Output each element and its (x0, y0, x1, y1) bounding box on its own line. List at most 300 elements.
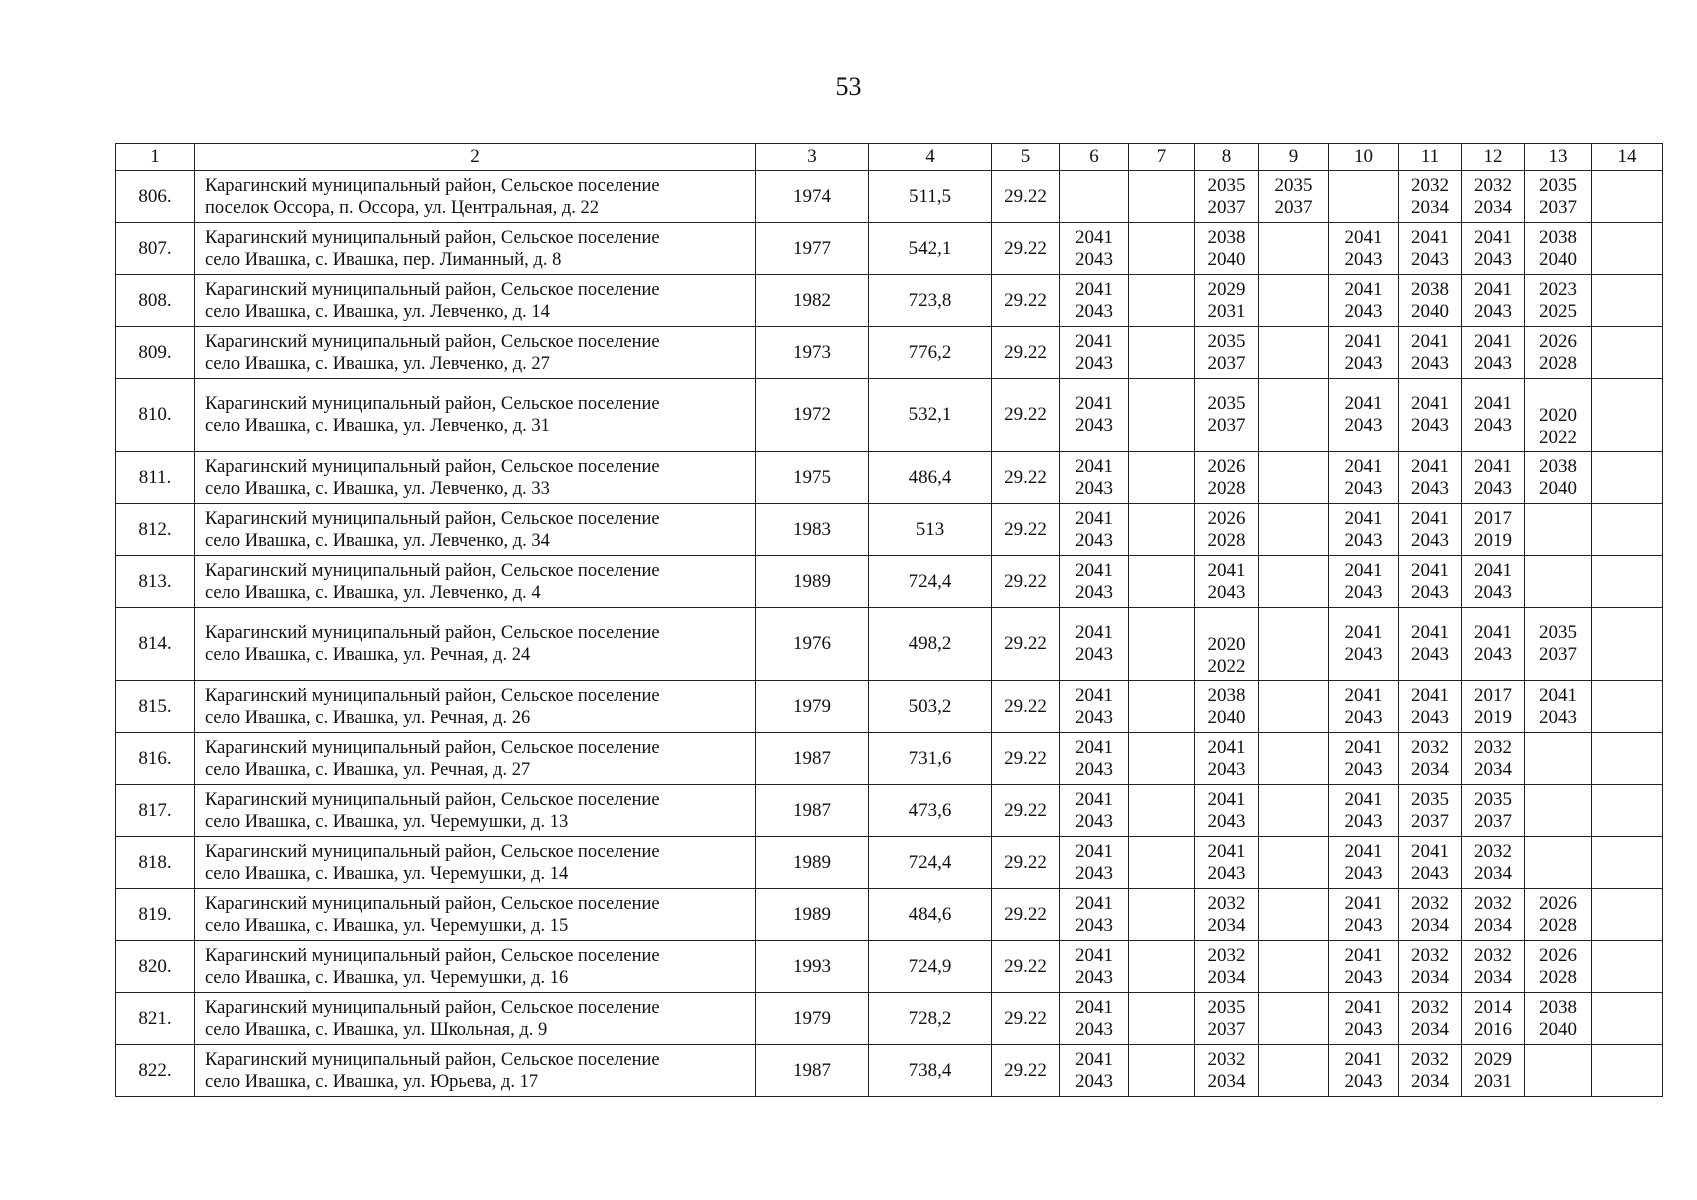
code-cell: 29.22 (992, 504, 1060, 556)
code-cell: 29.22 (992, 327, 1060, 379)
area-cell: 532,1 (869, 379, 992, 452)
period-cell-col-7 (1129, 889, 1195, 941)
address-line: село Ивашка, с. Ивашка, ул. Школьная, д. 9 (205, 1019, 548, 1040)
address-line: Карагинский муниципальный район, Сельское поселение (205, 279, 660, 300)
period-cell-col-13: 2026 2028 (1525, 889, 1592, 941)
table-row (116, 275, 1663, 327)
address-cell (195, 608, 756, 681)
period-cell-col-7 (1129, 379, 1195, 452)
period-cell-col-10: 2041 2043 (1329, 556, 1399, 608)
area-cell: 511,5 (869, 171, 992, 223)
period-cell-col-13: 2041 2043 (1525, 681, 1592, 733)
period-cell-col-12: 2035 2037 (1462, 785, 1525, 837)
column-header: 8 (1195, 144, 1259, 171)
code-cell: 29.22 (992, 275, 1060, 327)
table-row (116, 379, 1663, 452)
period-cell-col-10: 2041 2043 (1329, 379, 1399, 452)
year-built-cell: 1987 (756, 785, 869, 837)
address-line: Карагинский муниципальный район, Сельское поселение (205, 394, 660, 414)
period-cell-col-9 (1259, 941, 1329, 993)
period-cell-col-12: 2032 2034 (1462, 889, 1525, 941)
period-cell-col-9 (1259, 608, 1329, 681)
address-line: Карагинский муниципальный район, Сельское поселение (205, 685, 660, 706)
column-header: 9 (1259, 144, 1329, 171)
code-cell: 29.22 (992, 941, 1060, 993)
table-row (116, 941, 1663, 993)
table-row (116, 993, 1663, 1045)
area-cell: 498,2 (869, 608, 992, 681)
period-cell-col-11: 2041 2043 (1399, 223, 1462, 275)
row-number-cell: 821. (116, 993, 195, 1045)
period-cell-col-7 (1129, 1045, 1195, 1097)
area-cell: 776,2 (869, 327, 992, 379)
period-cell-col-10: 2041 2043 (1329, 1045, 1399, 1097)
address-cell (195, 223, 756, 275)
period-cell-col-11: 2041 2043 (1399, 608, 1462, 681)
period-cell-col-8: 2041 2043 (1195, 785, 1259, 837)
period-cell-col-8: 2029 2031 (1195, 275, 1259, 327)
column-header: 5 (992, 144, 1060, 171)
period-cell-col-14 (1592, 1045, 1663, 1097)
period-cell-col-10: 2041 2043 (1329, 504, 1399, 556)
period-cell-col-7 (1129, 275, 1195, 327)
period-cell-col-12: 2041 2043 (1462, 556, 1525, 608)
period-cell-col-6: 2041 2043 (1060, 379, 1129, 452)
period-cell-col-7 (1129, 452, 1195, 504)
area-cell: 731,6 (869, 733, 992, 785)
period-cell-col-9 (1259, 733, 1329, 785)
period-cell-col-9 (1259, 889, 1329, 941)
period-cell-col-8: 2026 2028 (1195, 452, 1259, 504)
period-cell-col-8: 2035 2037 (1195, 327, 1259, 379)
table-row (116, 733, 1663, 785)
period-cell-col-13 (1525, 556, 1592, 608)
period-cell-col-12: 2041 2043 (1462, 452, 1525, 504)
address-line: Карагинский муниципальный район, Сельское поселение (205, 789, 660, 810)
period-cell-col-12: 2032 2034 (1462, 941, 1525, 993)
period-cell-col-10: 2041 2043 (1329, 889, 1399, 941)
address-cell (195, 1045, 756, 1097)
period-cell-col-11: 2041 2043 (1399, 327, 1462, 379)
period-cell-col-6: 2041 2043 (1060, 327, 1129, 379)
address-cell (195, 941, 756, 993)
period-cell-col-8: 2032 2034 (1195, 941, 1259, 993)
address-line: Карагинский муниципальный район, Сельское поселение (205, 623, 660, 643)
period-cell-col-7 (1129, 993, 1195, 1045)
period-cell-col-10: 2041 2043 (1329, 608, 1399, 681)
year-built-cell: 1976 (756, 608, 869, 681)
year-built-cell: 1987 (756, 1045, 869, 1097)
period-cell-col-13: 2038 2040 (1525, 223, 1592, 275)
column-header: 2 (195, 144, 756, 171)
period-cell-col-12: 2017 2019 (1462, 681, 1525, 733)
period-cell-col-12: 2041 2043 (1462, 223, 1525, 275)
table-header-row (116, 144, 1663, 171)
address-line: село Ивашка, с. Ивашка, ул. Черемушки, д. 13 (205, 811, 569, 832)
period-cell-col-9 (1259, 993, 1329, 1045)
period-cell-col-11: 2032 2034 (1399, 993, 1462, 1045)
year-built-cell: 1975 (756, 452, 869, 504)
period-cell-col-6: 2041 2043 (1060, 608, 1129, 681)
year-built-cell: 1972 (756, 379, 869, 452)
period-cell-col-10: 2041 2043 (1329, 223, 1399, 275)
year-built-cell: 1989 (756, 889, 869, 941)
address-line: Карагинский муниципальный район, Сельское поселение (205, 1049, 660, 1070)
year-built-cell: 1983 (756, 504, 869, 556)
address-line: село Ивашка, с. Ивашка, ул. Юрьева, д. 17 (205, 1071, 539, 1092)
code-cell: 29.22 (992, 837, 1060, 889)
address-line: село Ивашка, с. Ивашка, ул. Левченко, д. 14 (205, 301, 550, 322)
row-number-cell: 808. (116, 275, 195, 327)
address-cell (195, 171, 756, 223)
address-line: село Ивашка, с. Ивашка, ул. Речная, д. 24 (205, 645, 531, 665)
period-cell-col-9 (1259, 1045, 1329, 1097)
period-cell-col-6: 2041 2043 (1060, 837, 1129, 889)
period-cell-col-14 (1592, 837, 1663, 889)
period-cell-col-11: 2041 2043 (1399, 504, 1462, 556)
area-cell: 728,2 (869, 993, 992, 1045)
period-cell-col-9 (1259, 556, 1329, 608)
row-number-cell: 811. (116, 452, 195, 504)
period-cell-col-11: 2038 2040 (1399, 275, 1462, 327)
row-number-cell: 815. (116, 681, 195, 733)
code-cell: 29.22 (992, 1045, 1060, 1097)
housing-registry-table (115, 143, 1663, 1097)
period-cell-col-9: 2035 2037 (1259, 171, 1329, 223)
area-cell: 484,6 (869, 889, 992, 941)
period-cell-col-6: 2041 2043 (1060, 452, 1129, 504)
row-number-cell: 812. (116, 504, 195, 556)
year-built-cell: 1987 (756, 733, 869, 785)
column-header: 13 (1525, 144, 1592, 171)
period-cell-col-7 (1129, 681, 1195, 733)
period-cell-col-13 (1525, 785, 1592, 837)
period-cell-col-6: 2041 2043 (1060, 993, 1129, 1045)
code-cell: 29.22 (992, 171, 1060, 223)
period-cell-col-11: 2032 2034 (1399, 889, 1462, 941)
period-cell-col-6: 2041 2043 (1060, 785, 1129, 837)
table-row (116, 608, 1663, 681)
period-cell-col-13 (1525, 837, 1592, 889)
address-line: Карагинский муниципальный район, Сельское поселение (205, 508, 660, 529)
period-cell-col-8: 2032 2034 (1195, 1045, 1259, 1097)
period-cell-col-12: 2032 2034 (1462, 837, 1525, 889)
code-cell: 29.22 (992, 993, 1060, 1045)
address-cell (195, 993, 756, 1045)
period-cell-col-12: 2041 2043 (1462, 379, 1525, 452)
period-cell-col-7 (1129, 785, 1195, 837)
period-cell-col-14 (1592, 452, 1663, 504)
period-cell-col-10: 2041 2043 (1329, 452, 1399, 504)
period-cell-col-14 (1592, 171, 1663, 223)
address-line: Карагинский муниципальный район, Сельское поселение (205, 737, 660, 758)
address-cell (195, 556, 756, 608)
address-line: Карагинский муниципальный район, Сельское поселение (205, 893, 660, 914)
column-header: 14 (1592, 144, 1663, 171)
table-row (116, 223, 1663, 275)
address-line: село Ивашка, с. Ивашка, ул. Левченко, д. 4 (205, 582, 541, 603)
period-cell-col-6: 2041 2043 (1060, 733, 1129, 785)
period-cell-col-14 (1592, 889, 1663, 941)
period-cell-col-13: 2020 2022 (1525, 379, 1592, 452)
period-cell-col-9 (1259, 837, 1329, 889)
period-cell-col-14 (1592, 327, 1663, 379)
address-line: село Ивашка, с. Ивашка, ул. Левченко, д. 33 (205, 478, 550, 499)
table-row (116, 681, 1663, 733)
column-header: 12 (1462, 144, 1525, 171)
page-number: 53 (835, 72, 862, 101)
period-cell-col-11: 2035 2037 (1399, 785, 1462, 837)
year-built-cell: 1993 (756, 941, 869, 993)
address-cell (195, 889, 756, 941)
column-header: 1 (116, 144, 195, 171)
row-number-cell: 806. (116, 171, 195, 223)
area-cell: 473,6 (869, 785, 992, 837)
row-number-cell: 807. (116, 223, 195, 275)
year-built-cell: 1989 (756, 837, 869, 889)
year-built-cell: 1977 (756, 223, 869, 275)
period-cell-col-7 (1129, 733, 1195, 785)
area-cell: 513 (869, 504, 992, 556)
address-line: Карагинский муниципальный район, Сельское поселение (205, 997, 660, 1018)
address-line: Карагинский муниципальный район, Сельское поселение (205, 331, 660, 352)
address-line: село Ивашка, с. Ивашка, ул. Левченко, д. 31 (205, 416, 550, 436)
period-cell-col-8: 2041 2043 (1195, 837, 1259, 889)
period-cell-col-13: 2035 2037 (1525, 171, 1592, 223)
column-header: 4 (869, 144, 992, 171)
code-cell: 29.22 (992, 223, 1060, 275)
code-cell: 29.22 (992, 379, 1060, 452)
period-cell-col-10: 2041 2043 (1329, 837, 1399, 889)
period-cell-col-14 (1592, 993, 1663, 1045)
period-cell-col-8: 2041 2043 (1195, 556, 1259, 608)
period-cell-col-12: 2041 2043 (1462, 275, 1525, 327)
period-cell-col-14 (1592, 379, 1663, 452)
period-cell-col-12: 2041 2043 (1462, 327, 1525, 379)
year-built-cell: 1982 (756, 275, 869, 327)
code-cell: 29.22 (992, 681, 1060, 733)
area-cell: 724,9 (869, 941, 992, 993)
period-cell-col-13 (1525, 504, 1592, 556)
period-cell-col-9 (1259, 785, 1329, 837)
address-line: село Ивашка, с. Ивашка, пер. Лиманный, д. 8 (205, 249, 562, 270)
period-cell-col-7 (1129, 223, 1195, 275)
row-number-cell: 817. (116, 785, 195, 837)
period-cell-col-9 (1259, 452, 1329, 504)
table-row (116, 452, 1663, 504)
year-built-cell: 1973 (756, 327, 869, 379)
address-line: село Ивашка, с. Ивашка, ул. Левченко, д. 27 (205, 353, 550, 374)
year-built-cell: 1979 (756, 993, 869, 1045)
period-cell-col-12: 2029 2031 (1462, 1045, 1525, 1097)
period-cell-col-14 (1592, 733, 1663, 785)
area-cell: 503,2 (869, 681, 992, 733)
row-number-cell: 818. (116, 837, 195, 889)
address-cell (195, 379, 756, 452)
address-cell (195, 837, 756, 889)
period-cell-col-7 (1129, 327, 1195, 379)
address-cell (195, 504, 756, 556)
period-cell-col-11: 2032 2034 (1399, 1045, 1462, 1097)
period-cell-col-6: 2041 2043 (1060, 1045, 1129, 1097)
period-cell-col-11: 2041 2043 (1399, 452, 1462, 504)
address-line: Карагинский муниципальный район, Сельское поселение (205, 945, 660, 966)
period-cell-col-10: 2041 2043 (1329, 327, 1399, 379)
address-line: Карагинский муниципальный район, Сельское поселение (205, 175, 660, 196)
address-cell (195, 275, 756, 327)
period-cell-col-13 (1525, 733, 1592, 785)
period-cell-col-6: 2041 2043 (1060, 275, 1129, 327)
period-cell-col-10: 2041 2043 (1329, 993, 1399, 1045)
area-cell: 542,1 (869, 223, 992, 275)
period-cell-col-13: 2038 2040 (1525, 993, 1592, 1045)
period-cell-col-7 (1129, 837, 1195, 889)
period-cell-col-10 (1329, 171, 1399, 223)
period-cell-col-12: 2017 2019 (1462, 504, 1525, 556)
row-number-cell: 813. (116, 556, 195, 608)
table-row (116, 889, 1663, 941)
period-cell-col-10: 2041 2043 (1329, 941, 1399, 993)
period-cell-col-9 (1259, 379, 1329, 452)
address-line: село Ивашка, с. Ивашка, ул. Речная, д. 26 (205, 707, 531, 728)
code-cell: 29.22 (992, 608, 1060, 681)
address-cell (195, 733, 756, 785)
period-cell-col-13 (1525, 1045, 1592, 1097)
period-cell-col-7 (1129, 941, 1195, 993)
address-line: село Ивашка, с. Ивашка, ул. Черемушки, д. 15 (205, 915, 569, 936)
period-cell-col-14 (1592, 275, 1663, 327)
period-cell-col-11: 2041 2043 (1399, 556, 1462, 608)
address-line: село Ивашка, с. Ивашка, ул. Черемушки, д. 14 (205, 863, 569, 884)
column-header: 10 (1329, 144, 1399, 171)
row-number-cell: 810. (116, 379, 195, 452)
area-cell: 724,4 (869, 837, 992, 889)
period-cell-col-6: 2041 2043 (1060, 941, 1129, 993)
table-row (116, 556, 1663, 608)
address-line: Карагинский муниципальный район, Сельское поселение (205, 227, 660, 248)
area-cell: 486,4 (869, 452, 992, 504)
period-cell-col-6: 2041 2043 (1060, 223, 1129, 275)
period-cell-col-8: 2038 2040 (1195, 223, 1259, 275)
table-row (116, 327, 1663, 379)
period-cell-col-7 (1129, 504, 1195, 556)
period-cell-col-12: 2032 2034 (1462, 733, 1525, 785)
period-cell-col-6: 2041 2043 (1060, 681, 1129, 733)
column-header: 7 (1129, 144, 1195, 171)
column-header: 6 (1060, 144, 1129, 171)
row-number-cell: 820. (116, 941, 195, 993)
address-line: село Ивашка, с. Ивашка, ул. Левченко, д. 34 (205, 530, 550, 551)
period-cell-col-9 (1259, 223, 1329, 275)
period-cell-col-12: 2041 2043 (1462, 608, 1525, 681)
table-row (116, 785, 1663, 837)
period-cell-col-8: 2035 2037 (1195, 379, 1259, 452)
period-cell-col-8: 2020 2022 (1195, 608, 1259, 681)
period-cell-col-11: 2032 2034 (1399, 171, 1462, 223)
area-cell: 723,8 (869, 275, 992, 327)
period-cell-col-9 (1259, 275, 1329, 327)
code-cell: 29.22 (992, 452, 1060, 504)
address-cell (195, 785, 756, 837)
year-built-cell: 1989 (756, 556, 869, 608)
address-cell (195, 452, 756, 504)
period-cell-col-11: 2041 2043 (1399, 681, 1462, 733)
period-cell-col-13: 2026 2028 (1525, 941, 1592, 993)
row-number-cell: 819. (116, 889, 195, 941)
period-cell-col-12: 2032 2034 (1462, 171, 1525, 223)
period-cell-col-10: 2041 2043 (1329, 681, 1399, 733)
address-line: село Ивашка, с. Ивашка, ул. Черемушки, д. 16 (205, 967, 569, 988)
period-cell-col-8: 2026 2028 (1195, 504, 1259, 556)
period-cell-col-14 (1592, 608, 1663, 681)
address-line: Карагинский муниципальный район, Сельское поселение (205, 560, 660, 581)
code-cell: 29.22 (992, 889, 1060, 941)
period-cell-col-11: 2041 2043 (1399, 379, 1462, 452)
table-row (116, 837, 1663, 889)
code-cell: 29.22 (992, 556, 1060, 608)
period-cell-col-11: 2041 2043 (1399, 837, 1462, 889)
period-cell-col-13: 2023 2025 (1525, 275, 1592, 327)
period-cell-col-9 (1259, 504, 1329, 556)
period-cell-col-6 (1060, 171, 1129, 223)
period-cell-col-14 (1592, 681, 1663, 733)
period-cell-col-6: 2041 2043 (1060, 556, 1129, 608)
column-header: 11 (1399, 144, 1462, 171)
period-cell-col-7 (1129, 556, 1195, 608)
period-cell-col-6: 2041 2043 (1060, 889, 1129, 941)
period-cell-col-8: 2032 2034 (1195, 889, 1259, 941)
period-cell-col-14 (1592, 556, 1663, 608)
table-row (116, 1045, 1663, 1097)
address-cell (195, 327, 756, 379)
row-number-cell: 816. (116, 733, 195, 785)
row-number-cell: 809. (116, 327, 195, 379)
period-cell-col-7 (1129, 608, 1195, 681)
period-cell-col-6: 2041 2043 (1060, 504, 1129, 556)
address-line: Карагинский муниципальный район, Сельское поселение (205, 456, 660, 477)
period-cell-col-7 (1129, 171, 1195, 223)
area-cell: 724,4 (869, 556, 992, 608)
period-cell-col-10: 2041 2043 (1329, 275, 1399, 327)
year-built-cell: 1979 (756, 681, 869, 733)
table-row (116, 504, 1663, 556)
address-line: село Ивашка, с. Ивашка, ул. Речная, д. 27 (205, 759, 531, 780)
period-cell-col-13: 2038 2040 (1525, 452, 1592, 504)
column-header: 3 (756, 144, 869, 171)
row-number-cell: 814. (116, 608, 195, 681)
period-cell-col-8: 2035 2037 (1195, 171, 1259, 223)
period-cell-col-9 (1259, 681, 1329, 733)
table-row (116, 171, 1663, 223)
period-cell-col-14 (1592, 223, 1663, 275)
period-cell-col-8: 2038 2040 (1195, 681, 1259, 733)
period-cell-col-14 (1592, 941, 1663, 993)
period-cell-col-11: 2032 2034 (1399, 941, 1462, 993)
period-cell-col-14 (1592, 504, 1663, 556)
period-cell-col-11: 2032 2034 (1399, 733, 1462, 785)
code-cell: 29.22 (992, 785, 1060, 837)
address-line: Карагинский муниципальный район, Сельское поселение (205, 841, 660, 862)
period-cell-col-10: 2041 2043 (1329, 785, 1399, 837)
area-cell: 738,4 (869, 1045, 992, 1097)
period-cell-col-10: 2041 2043 (1329, 733, 1399, 785)
address-cell (195, 681, 756, 733)
period-cell-col-14 (1592, 785, 1663, 837)
row-number-cell: 822. (116, 1045, 195, 1097)
period-cell-col-12: 2014 2016 (1462, 993, 1525, 1045)
period-cell-col-13: 2035 2037 (1525, 608, 1592, 681)
year-built-cell: 1974 (756, 171, 869, 223)
